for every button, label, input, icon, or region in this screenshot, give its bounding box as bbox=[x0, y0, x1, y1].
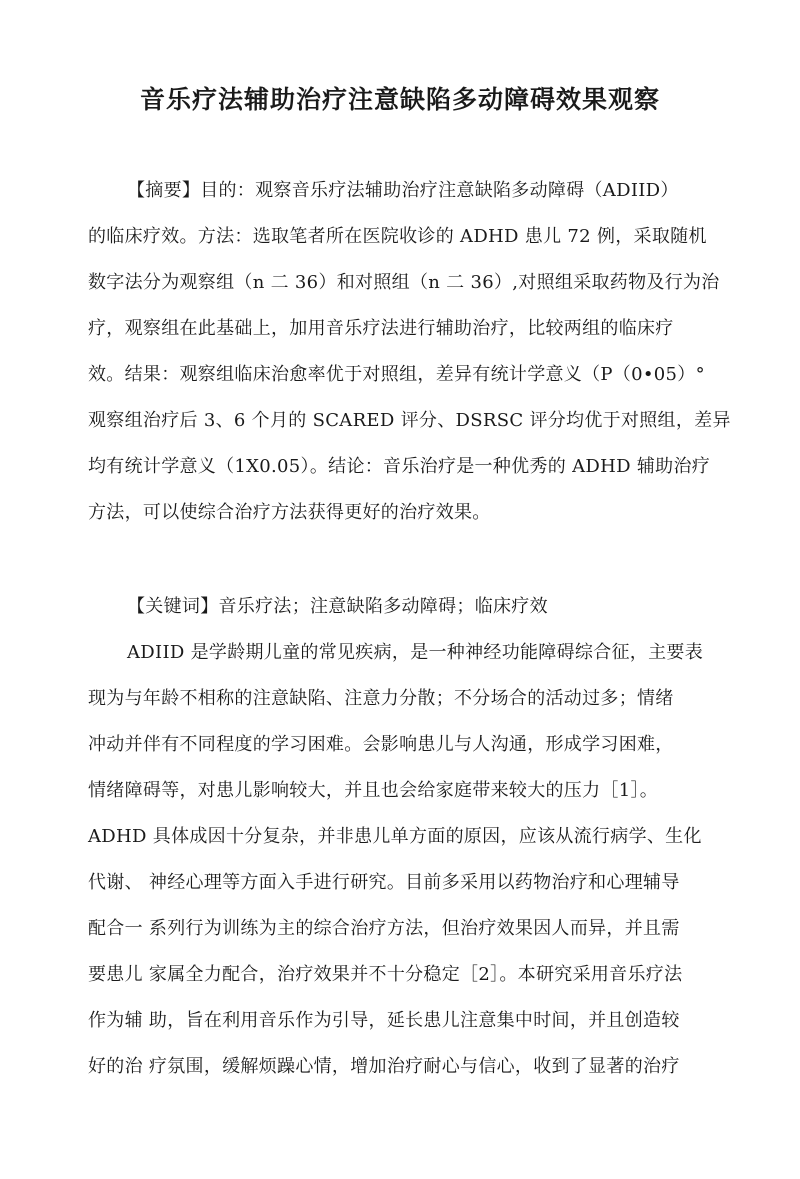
abstract-line: 的临床疗效。方法：选取笔者所在医院收诊的 ADHD 患儿 72 例，采取随机 bbox=[88, 226, 707, 247]
abstract-line: 【摘要】目的：观察音乐疗法辅助治疗注意缺陷多动障碍（ADIID） bbox=[127, 180, 679, 201]
abstract-line: 方法，可以使综合治疗方法获得更好的治疗效果。 bbox=[88, 502, 491, 523]
body-line: 现为与年龄不相称的注意缺陷、注意力分散；不分场合的活动过多；情绪 bbox=[88, 688, 674, 709]
abstract-line: 观察组治疗后 3、6 个月的 SCARED 评分、DSRSC 评分均优于对照组，差异 bbox=[88, 410, 731, 431]
abstract-line: 数字法分为观察组（n 二 36）和对照组（n 二 36）,对照组采取药物及行为治 bbox=[88, 272, 720, 293]
body-line: 好的治 疗氛围，缓解烦躁心情，增加治疗耐心与信心，收到了显著的治疗 bbox=[88, 1056, 680, 1077]
abstract-line: 均有统计学意义（1X0.05）。结论：音乐治疗是一种优秀的 ADHD 辅助治疗 bbox=[88, 456, 711, 477]
body-line: ADIID 是学龄期儿童的常见疾病，是一种神经功能障碍综合征，主要表 bbox=[127, 642, 704, 663]
body-line: ADHD 具体成因十分复杂，并非患儿单方面的原因，应该从流行病学、生化 bbox=[88, 826, 702, 847]
body-line: 要患儿 家属全力配合，治疗效果并不十分稳定［2］。本研究采用音乐疗法 bbox=[88, 964, 683, 985]
abstract-line: 疗，观察组在此基础上，加用音乐疗法进行辅助治疗，比较两组的临床疗 bbox=[88, 318, 674, 339]
body-line: 作为辅 助，旨在利用音乐作为引导，延长患儿注意集中时间，并且创造较 bbox=[88, 1010, 680, 1031]
body-line: 代谢、 神经心理等方面入手进行研究。目前多采用以药物治疗和心理辅导 bbox=[88, 872, 680, 893]
keywords-line: 【关键词】音乐疗法；注意缺陷多动障碍；临床疗效 bbox=[127, 596, 548, 617]
document-title: 音乐疗法辅助治疗注意缺陷多动障碍效果观察 bbox=[139, 85, 660, 114]
abstract-line: 效。结果：观察组临床治愈率优于对照组，差异有统计学意义（P（0•05）° bbox=[88, 364, 705, 385]
body-line: 冲动并伴有不同程度的学习困难。会影响患儿与人沟通，形成学习困难， bbox=[88, 734, 674, 755]
body-line: 配合一 系列行为训练为主的综合治疗方法，但治疗效果因人而异，并且需 bbox=[88, 918, 680, 939]
body-line: 情绪障碍等，对患儿影响较大，并且也会给家庭带来较大的压力［1］。 bbox=[88, 780, 659, 801]
